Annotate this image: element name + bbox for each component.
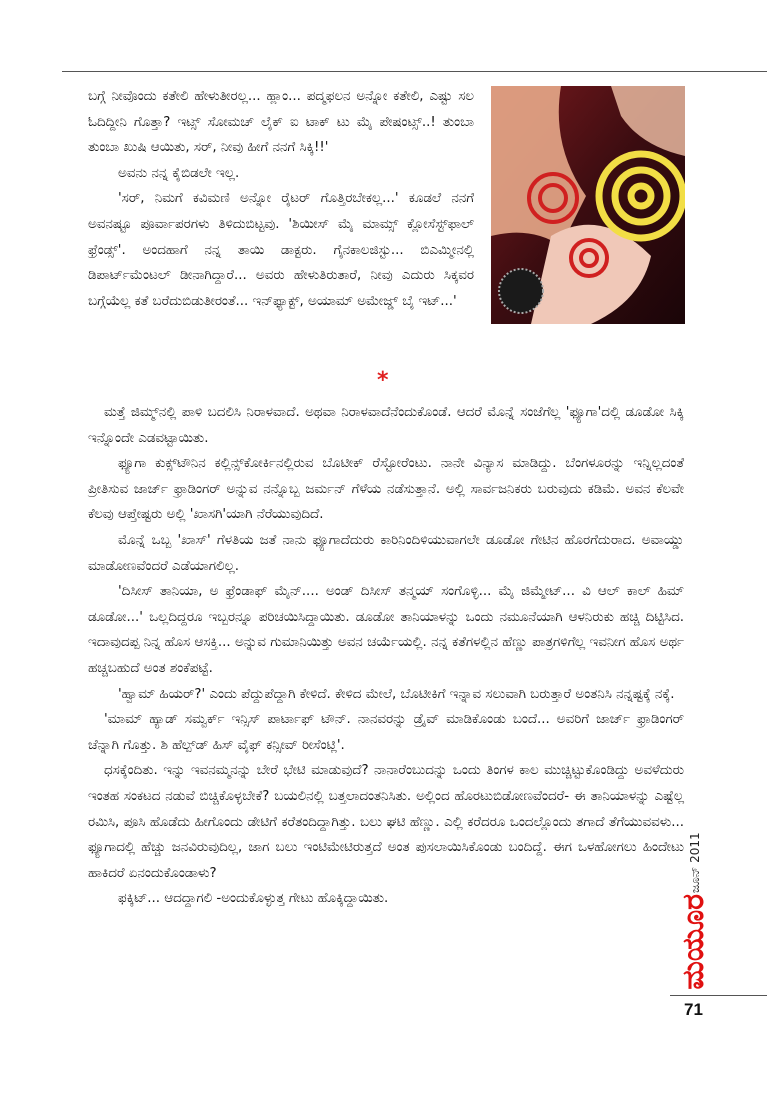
paragraph: ಮತ್ತೆ ಜಿಮ್ಮ್‌ನಲ್ಲಿ ಪಾಳಿ ಬದಲಿಸಿ ನಿರಾಳವಾದೆ. ಅಥವಾ ನಿರಾಳವಾದೆನೆಂದುಕೊಂಡೆ. ಆದರೆ ಮೊನ್ನೆ ಸಂಜೆಗೆಲ್ಲ 'ಫ್ಯೂಗಾ'ದಲ್ಲಿ ಡೂಡೋ ಸಿಕ್ಕಿ ಇನ್ನೊಂದೇ ಎಡವಟ್ಟಾಯಿತು.	[88, 405, 684, 446]
paragraph: 'ಸರ್, ನಿಮಗೆ ಕವಿಮಣಿ ಅನ್ನೋ ರೈಟರ್ ಗೊತ್ತಿರಬೇಕಲ್ಲ...' ಕೂಡಲೆ ನನಗೆ ಅವನಷ್ಟೂ ಪೂರ್ವಾಪರಗಳು ತಿಳಿದುಬಿಟ್ಟವು. 'ಶಿಯೀಸ್ ಮೈ ಮಾಮ್ಸ್ ಕ್ಲೋಸೆಸ್ಟ್‌ಫಾಲ್ ಫ್ರೆಂಡ್ಸ್'. ಅಂದಹಾಗೆ ನನ್ನ ತಾಯಿ ಡಾಕ್ಟರು. ಗೈನಕಾಲಜಿಸ್ಟು... ಬಿಎಮ್ಮೀನಲ್ಲಿ ಡಿಪಾರ್ಟ್‌ಮೆಂಟಲ್ ಡೀನಾಗಿದ್ದಾರೆ... ಅವರು ಹೇಳುತಿರುತಾರೆ, ನೀವು ಎದುರು ಸಿಕ್ಕವರ ಬಗ್ಗೆಯೆಲ್ಲ ಕತೆ ಬರೆದುಬಿಡುತೀರಂತೆ... ಇನ್‌ಫ್ಯಾಕ್ಟ್, ಅಯಾಮ್ ಅಮೇಜ್ಡ್ ಬೈ ಇಟ್...'	[88, 191, 474, 309]
masthead-title: ಮಯೂರ	[676, 894, 711, 990]
section-separator: *	[377, 368, 389, 393]
paragraph: ಫ್ಯೂಗಾ ಕುಕ್ಸ್‌ಟೌನಿನ ಕಲ್ಲಿನ್ಸ್‌ಕೋರ್ಕಿನಲ್ಲಿರುವ ಬೊಟೀಕ್ ರೆಸ್ಟೋರೆಂಟು. ನಾನೇ ವಿನ್ಯಾಸ ಮಾಡಿದ್ದು. ಬೆಂಗಳೂರನ್ನು ಇನ್ನಿಲ್ಲದಂತೆ ಪ್ರೀತಿಸುವ ಜಾರ್ಜ್ ಫ್ರಾಡಿಂಗರ್ ಅನ್ನುವ ನನ್ನೊಬ್ಬ ಜರ್ಮನ್ ಗೆಳೆಯ ನಡೆಸುತ್ತಾನೆ. ಅಲ್ಲಿ ಸಾರ್ವಜನಿಕರು ಬರುವುದು ಕಡಿಮೆ. ಅವನ ಕೆಲವೇ ಕೆಲವು ಆಪ್ತೇಷ್ಟರು ಅಲ್ಲಿ 'ಖಾಸಗಿ'ಯಾಗಿ ನೆರೆಯುವುದಿದೆ.	[88, 456, 684, 523]
paragraph: 'ಮಾಮ್ ಹ್ಯಾಡ್ ಸಮ್ವರ್ಕ್ ಇನ್ಸಿಸ್ ಪಾರ್ಟಾಫ್ ಟೌನ್. ನಾನವರನ್ನು ಡ್ರೈವ್ ಮಾಡಿಕೊಂಡು ಬಂದೆ... ಅವರಿಗೆ ಜಾರ್ಜ್ ಫ್ರಾಡಿಂಗರ್ ಚೆನ್ನಾಗಿ ಗೊತ್ತು. ಶಿ ಹೆಲ್ಪ್‌ಡ್ ಹಿಸ್ ವೈಫ್ ಕನ್ಸೀವ್ ರೀಸೆಂಟ್ಲಿ'.	[88, 712, 684, 753]
paragraph: 'ಹ್ವಾಮ್ ಹಿಯರ್?' ಎಂದು ಪೆದ್ದುಪೆದ್ದಾಗಿ ಕೇಳಿದೆ. ಕೇಳಿದ ಮೇಲೆ, ಬೊಟೀಕಿಗೆ ಇನ್ನಾವ ಸಲುವಾಗಿ ಬರುತ್ತಾರೆ ಅಂತನಿಸಿ ನನ್ನಷ್ಟಕ್ಕೆ ನಕ್ಕೆ.	[118, 686, 675, 702]
footer-rule	[670, 995, 767, 996]
paragraph: ಧಸಕ್ಕೆಂದಿತು. ಇನ್ನು ಇವನಮ್ಮನನ್ನು ಬೇರೆ ಭೇಟಿ ಮಾಡುವುದೆ? ನಾನಾರೆಂಬುದನ್ನು ಒಂದು ತಿಂಗಳ ಕಾಲ ಮುಚ್ಚಿಟ್ಟುಕೊಂಡಿದ್ದು ಅವಳೆದುರು ಇಂತಹ ಸಂಕಟದ ನಡುವೆ ಬಿಚ್ಚಿಕೊಳ್ಳಬೇಕೆ? ಬಯಲಿನಲ್ಲಿ ಬತ್ತಲಾದಂತನಿಸಿತು. ಅಲ್ಲಿಂದ ಹೊರಟುಬಿಡೋಣವೆಂದರೆ- ಈ ತಾನಿಯಾಳನ್ನು ಎಷ್ಟೆಲ್ಲ ರಮಿಸಿ, ಪೂಸಿ ಹೊಡೆದು ಹೀಗೊಂದು ಡೇಟಿಗೆ ಕರೆತಂದಿದ್ದಾಗಿತ್ತು. ಬಲು ಘಟಿ ಹೆಣ್ಣು. ಎಲ್ಲಿ ಕರೆದರೂ ಒಂದಲ್ಲೊಂದು ತಗಾದೆ ತೆಗೆಯುವವಳು... ಫ್ಯೂಗಾದಲ್ಲಿ ಹೆಚ್ಚು ಜನವಿರುವುದಿಲ್ಲ, ಜಾಗ ಬಲು ಇಂಟಿಮೇಟಿರುತ್ತದೆ ಅಂತ ಪುಸಲಾಯಿಸಿಕೊಂಡು ಬಂದಿದ್ದೆ. ಈಗ ಒಳಹೋಗಲು ಹಿಂದೇಟು ಹಾಕಿದರೆ ಏನಂದುಕೊಂಡಾಳು?	[88, 763, 684, 881]
top-text-block	[88, 84, 474, 314]
page-number: 71	[684, 1000, 703, 1019]
top-rule	[62, 71, 767, 72]
paragraph: ಮೊನ್ನೆ ಒಬ್ಬ 'ಖಾಸ್' ಗೆಳತಿಯ ಜತೆ ನಾನು ಫ್ಯೂಗಾದೆದುರು ಕಾರಿನಿಂದಿಳಿಯುವಾಗಲೇ ಡೂಡೋ ಗೇಟಿನ ಹೊರಗೆದುರಾದ. ಅವಾಯ್ಡು ಮಾಡೋಣವೆಂದರೆ ಎಡೆಯಾಗಲಿಲ್ಲ.	[88, 532, 684, 574]
story-illustration	[491, 86, 685, 324]
paragraph: ಅವನು ನನ್ನ ಕೈಬಿಡಲೇ ಇಲ್ಲ.	[118, 165, 240, 181]
paragraph: ಬಗ್ಗೆ ನೀವೊಂದು ಕತೇಲಿ ಹೇಳುತೀರಲ್ಲ... ಹ್ಲಾಂ... ಪದ್ಮಫಲನ ಅನ್ನೋ ಕತೇಲಿ, ಎಷ್ಟು ಸಲ ಓದಿದ್ದೀನಿ ಗೊತ್ತಾ? ಇಟ್ಸ್ ಸೋಮಚ್ ಲೈಕ್ ಐ ಟಾಕ್ ಟು ಮೈ ಪೇಷಂಟ್ಸ್..! ತುಂಬಾ ತುಂಬಾ ಖುಷಿ ಆಯಿತು, ಸರ್, ನೀವು ಹೀಗೆ ನನಗೆ ಸಿಕ್ಕಿ!!'	[88, 89, 474, 156]
main-text-block	[88, 400, 684, 912]
paragraph: 'ದಿಸೀಸ್ ತಾನಿಯಾ, ಅ ಫ್ರೆಂಡಾಫ್ ಮೈನ್.... ಅಂಡ್ ದಿಸೀಸ್ ತನ್ಮಯ್ ಸಂಗೊಳ್ಳಿ... ಮೈ ಜಿಮ್ಮೇಟ್... ವಿ ಆಲ್ ಕಾಲ್ ಹಿಮ್ ಡೂಡೋ...' ಒಲ್ಲದಿದ್ದರೂ ಇಬ್ಬರನ್ನೂ ಪರಿಚಯಿಸಿದ್ದಾಯಿತು. ಡೂಡೋ ತಾನಿಯಾಳನ್ನು ಒಂದು ನಮೂನೆಯಾಗಿ ಆಳನಿರುಕು ಹಚ್ಚಿ ದಿಟ್ಟಿಸಿದ. ಇದಾವುದಪ್ಪ ನಿನ್ನ ಹೊಸ ಆಸಕ್ತಿ... ಅನ್ನುವ ಗುಮಾನಿಯಿತ್ತು ಅವನ ಚರ್ಯೆಯಲ್ಲಿ. ನನ್ನ ಕತೆಗಳಲ್ಲಿನ ಹೆಣ್ಣು ಪಾತ್ರಗಳಿಗೆಲ್ಲ ಇವನೀಗ ಹೊಸ ಅರ್ಥ ಹಚ್ಚಬಹುದೆ ಅಂತ ಶಂಕೆಪಟ್ಟೆ.	[88, 584, 684, 676]
issue-date: ಜೂನ್ 2011	[688, 832, 702, 893]
paragraph: ಫಕ್ಕಿಟ್... ಆದದ್ದಾಗಲಿ -ಅಂದುಕೊಳ್ಳುತ್ತ ಗೇಟು ಹೊಕ್ಕಿದ್ದಾಯಿತು.	[118, 891, 389, 907]
illustration-artwork	[491, 86, 685, 324]
